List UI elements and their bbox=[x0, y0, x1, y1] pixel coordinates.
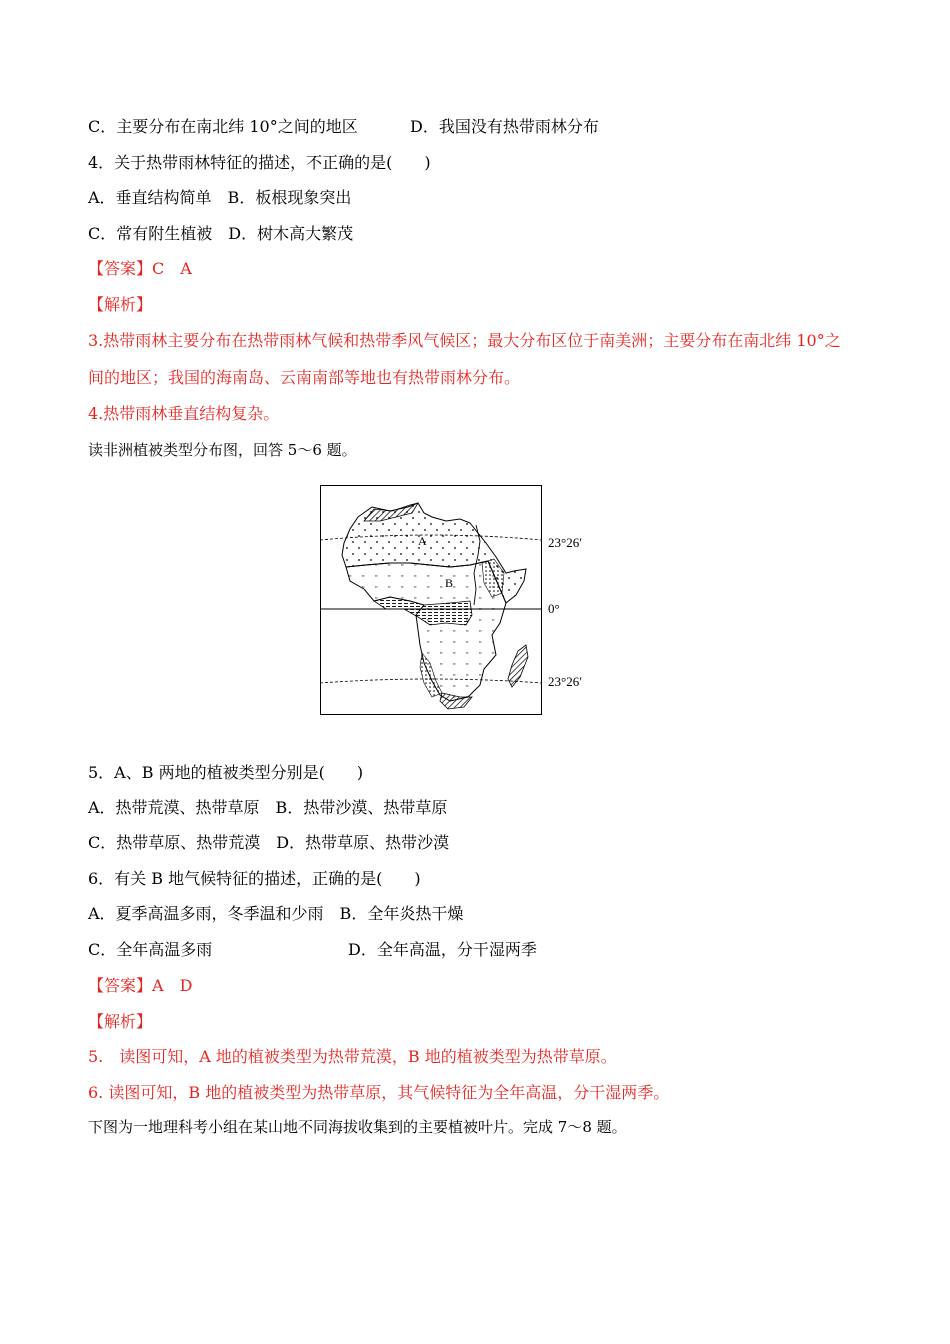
q5-stem: 5．A、B 两地的植被类型分别是( ) bbox=[88, 763, 364, 782]
answer-tag: 【答案】 bbox=[88, 976, 153, 995]
analysis-1-paragraph-1b: 间的地区；我国的海南岛、云南南部等地也有热带雨林分布。 bbox=[88, 368, 521, 387]
map-label-b: B bbox=[445, 576, 454, 590]
map-label-a: A bbox=[418, 534, 427, 548]
q4-options-cd: C．常有附生植被 D．树木高大繁茂 bbox=[88, 224, 354, 243]
q3-option-d: D．我国没有热带雨林分布 bbox=[410, 117, 599, 136]
q6-option-c: C．全年高温多雨 bbox=[88, 940, 213, 959]
analysis-2-paragraph-2: 6. 读图可知，B 地的植被类型为热带草原，其气候特征为全年高温，分干湿两季。 bbox=[88, 1083, 670, 1102]
analysis-tag-1: 【解析】 bbox=[88, 295, 153, 314]
analysis-1-paragraph-1a: 3.热带雨林主要分布在热带雨林气候和热带季风气候区；最大分布区位于南美洲；主要分布在南北纬 10°之 bbox=[88, 331, 841, 350]
intro-leaf-question: 下图为一地理科考小组在某山地不同海拔收集到的主要植被叶片。完成 7～8 题。 bbox=[88, 1118, 627, 1136]
q6-options-ab: A．夏季高温多雨，冬季温和少雨 B．全年炎热干燥 bbox=[88, 904, 464, 923]
analysis-1-paragraph-2: 4.热带雨林垂直结构复杂。 bbox=[88, 404, 280, 423]
answer-block-2 bbox=[88, 975, 192, 997]
q4-options-ab: A．垂直结构简单 B．板根现象突出 bbox=[88, 188, 352, 207]
lat-label-equator: 0° bbox=[548, 601, 560, 616]
answer-tag: 【答案】 bbox=[88, 259, 153, 278]
analysis-tag-2: 【解析】 bbox=[88, 1012, 153, 1031]
answer-text: C A bbox=[152, 259, 192, 278]
intro-map-question: 读非洲植被类型分布图，回答 5～6 题。 bbox=[88, 441, 357, 459]
answer-block-1 bbox=[88, 258, 192, 280]
africa-vegetation-map bbox=[320, 485, 542, 715]
analysis-2-paragraph-1: 5. 读图可知，A 地的植被类型为热带荒漠，B 地的植被类型为热带草原。 bbox=[88, 1047, 617, 1066]
lat-label-south: 23°26′ bbox=[548, 674, 583, 689]
lat-label-north: 23°26′ bbox=[548, 535, 583, 550]
q6-option-d: D．全年高温，分干湿两季 bbox=[348, 940, 537, 959]
q6-stem: 6．有关 B 地气候特征的描述，正确的是( ) bbox=[88, 869, 421, 888]
q3-option-c: C．主要分布在南北纬 10°之间的地区 bbox=[88, 117, 358, 136]
q5-options-ab: A．热带荒漠、热带草原 B．热带沙漠、热带草原 bbox=[88, 798, 448, 817]
q4-stem: 4．关于热带雨林特征的描述，不正确的是( ) bbox=[88, 153, 431, 172]
q5-options-cd: C．热带草原、热带荒漠 D．热带草原、热带沙漠 bbox=[88, 833, 450, 852]
answer-text: A D bbox=[152, 976, 193, 995]
